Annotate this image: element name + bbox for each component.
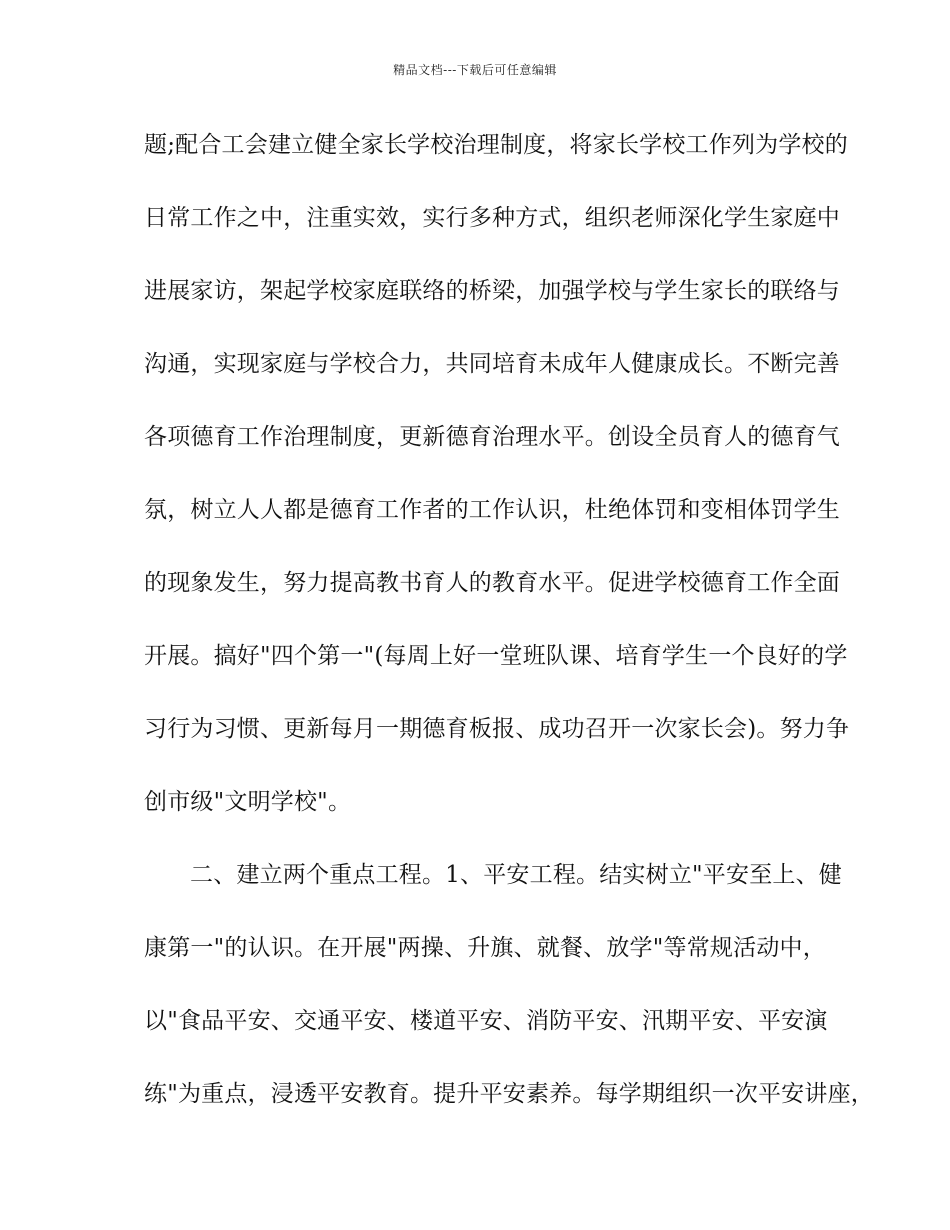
text-line: 习行为习惯、更新每月一期德育板报、成功召开一次家长会)。努力争 [144, 716, 850, 742]
document-body [144, 122, 874, 1144]
text-line: 开展。搞好"四个第一"(每周上好一堂班队课、培育学生一个良好的学 [144, 643, 848, 669]
text-line: 沟通，实现家庭与学校合力，共同培育未成年人健康成长。不断完善 [144, 351, 840, 377]
text-line: 各项德育工作治理制度，更新德育治理水平。创设全员育人的德育气 [144, 424, 840, 450]
text-line: 以"食品平安、交通平安、楼道平安、消防平安、汛期平安、平安演 [144, 1008, 828, 1034]
text-line: 题;配合工会建立健全家长学校治理制度，将家长学校工作列为学校的 [144, 132, 848, 158]
text-line: 的现象发生，努力提高教书育人的教育水平。促进学校德育工作全面 [144, 570, 840, 596]
text-line: 日常工作之中，注重实效，实行多种方式，组织老师深化学生家庭中 [144, 205, 840, 231]
paragraph-start-line: 二、建立两个重点工程。1、平安工程。结实树立"平安至上、健 [190, 862, 843, 888]
text-line: 氛，树立人人都是德育工作者的工作认识，杜绝体罚和变相体罚学生 [144, 497, 840, 523]
text-line: 练"为重点，浸透平安教育。提升平安素养。每学期组织一次平安讲座， [144, 1081, 874, 1107]
text-line: 进展家访，架起学校家庭联络的桥梁，加强学校与学生家长的联络与 [144, 278, 840, 304]
page-header: 精品文档---下载后可任意编辑 [393, 63, 557, 77]
text-line: 康第一"的认识。在开展"两操、升旗、就餐、放学"等常规活动中， [144, 935, 826, 961]
text-line: 创市级"文明学校"。 [144, 789, 352, 815]
